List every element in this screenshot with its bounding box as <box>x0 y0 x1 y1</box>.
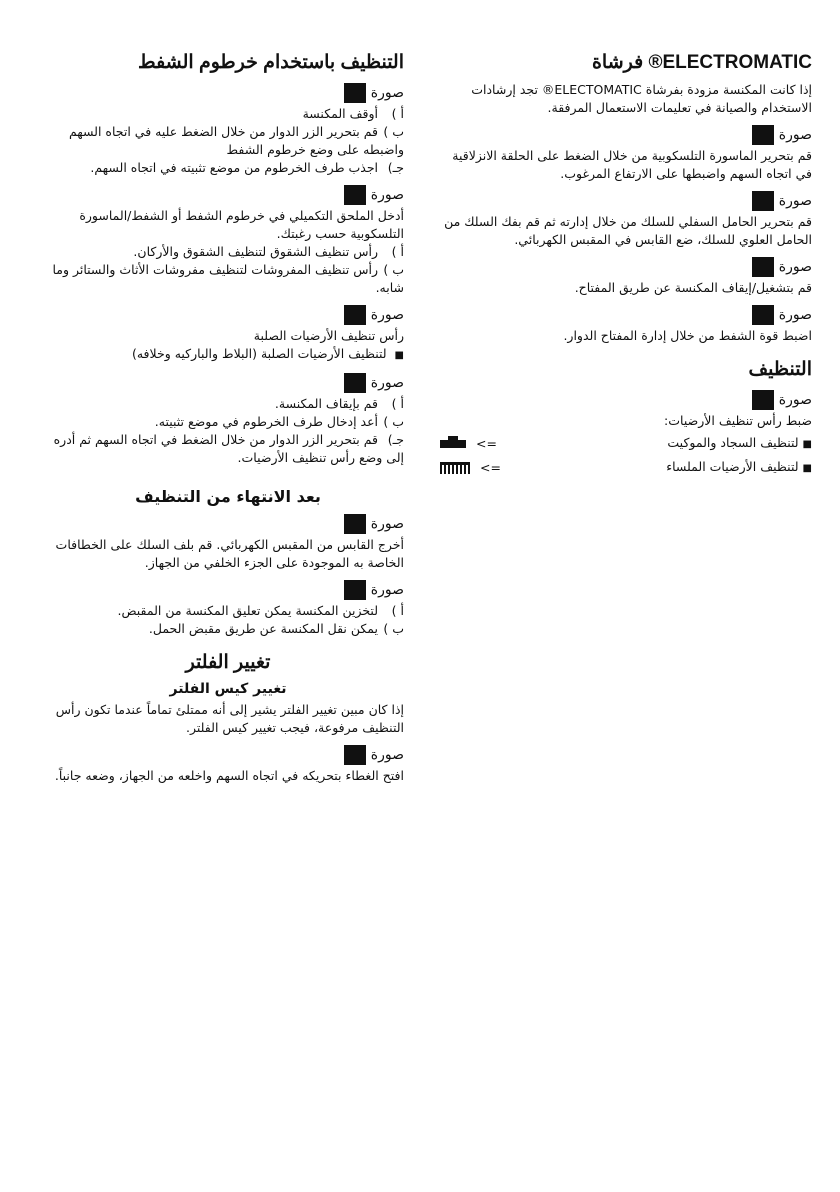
list-item: أ ) قم بإيقاف المكنسة. <box>274 395 404 411</box>
figure-number-box <box>752 191 774 211</box>
paragraph: افتح الغطاء بتحريكه في اتجاه السهم واخلعه من الجهاز، وضعه جانباً. <box>54 767 404 783</box>
list-item: جـ) اجذب طرف الخرطوم من موضع تثبيته في اتجاه السهم. <box>90 159 404 175</box>
carpet-mode-icon <box>440 440 466 448</box>
section-title-after-cleaning: بعد الانتهاء من التنظيف <box>135 486 321 506</box>
figure-number-box <box>752 125 774 145</box>
paragraph: إذا كان مبين تغيير الفلتر يشير إلى أنه ممتلئ تماماً عندما تكون رأس التنظيف مرفوعة، فيجب تغيير كيس الفلتر. <box>55 701 404 735</box>
section-title-cleaning: التنظيف <box>748 358 812 380</box>
list-item: أ ) أوقف المكنسة <box>302 105 404 121</box>
paragraph: قم بتشغيل/إيقاف المكنسة عن طريق المفتاح. <box>574 279 812 295</box>
figure-label: صورة <box>52 373 404 393</box>
figure-label: صورة <box>440 257 812 277</box>
legend-row-carpet <box>440 434 812 454</box>
paragraph: إذا كانت المكنسة مزودة بفرشاة ELECTOMATIC® تجد إرشادات الاستخدام والصيانة في تعليمات الاستعمال المرفقة. <box>471 81 812 115</box>
figure-number-box <box>344 185 366 205</box>
paragraph: أدخل الملحق التكميلي في خرطوم الشفط أو الشفط/الماسورة التلسكوبية حسب رغبتك. <box>79 207 404 241</box>
figure-number-box <box>344 514 366 534</box>
figure-label: صورة <box>440 390 812 410</box>
section-title-hose: التنظيف باستخدام خرطوم الشفط <box>138 52 404 73</box>
list-item: أ ) رأس تنظيف الشقوق لتنظيف الشقوق والأركان. <box>133 243 404 259</box>
list-item: ب ) رأس تنظيف المفروشات لتنظيف مفروشات الأثاث والستائر وما شابه. <box>52 261 404 295</box>
figure-number-box <box>344 373 366 393</box>
arrow-text: <= <box>480 459 501 475</box>
subsection-title-bag: تغيير كيس الفلتر <box>169 680 287 697</box>
section-title-filter: تغيير الفلتر <box>185 651 271 673</box>
section-title-electromatic: ELECTROMATIC® فرشاة <box>591 52 812 73</box>
figure-number-box <box>344 83 366 103</box>
arrow-text: <= <box>476 435 497 451</box>
brush-mode-icon <box>440 462 470 474</box>
figure-label: صورة <box>52 305 404 325</box>
paragraph: اضبط قوة الشفط من خلال إدارة المفتاح الدوار. <box>563 327 812 343</box>
figure-label: صورة <box>440 191 812 211</box>
list-item: ■ لتنظيف الأرضيات الصلبة (البلاط والباركيه وخلافه) <box>131 345 404 361</box>
figure-label: صورة <box>440 125 812 145</box>
legend-label: لتنظيف السجاد والموكيت <box>667 434 799 450</box>
figure-label: صورة <box>440 305 812 325</box>
legend-row-hardfloor <box>440 458 812 478</box>
figure-number-box <box>752 390 774 410</box>
figure-label: صورة <box>52 514 404 534</box>
figure-label: صورة <box>52 580 404 600</box>
figure-label: صورة <box>52 185 404 205</box>
figure-number-box <box>344 745 366 765</box>
bullet-icon: ■ <box>394 349 404 361</box>
list-item: أ ) لتخزين المكنسة يمكن تعليق المكنسة من المقبض. <box>117 602 404 618</box>
paragraph: قم بتحرير الحامل السفلي للسلك من خلال إدارته ثم قم بفك السلك من الحامل العلوي للسلك، ضع القابس في المقبس الكهربائي. <box>444 213 812 247</box>
bullet-icon: ■ <box>802 462 812 474</box>
paragraph: ضبط رأس تنظيف الأرضيات: <box>664 412 812 428</box>
paragraph: رأس تنظيف الأرضيات الصلبة <box>253 327 404 343</box>
list-item: ب ) أعد إدخال طرف الخرطوم في موضع تثبيته. <box>154 413 404 429</box>
figure-number-box <box>344 580 366 600</box>
figure-number-box <box>752 257 774 277</box>
paragraph: أخرج القابس من المقبس الكهربائي. قم بلف السلك على الخطافات الخاصة به الموجودة على الجزء الخلفي من الجهاز. <box>55 536 404 570</box>
list-item: ب ) يمكن نقل المكنسة عن طريق مقبض الحمل. <box>148 620 404 636</box>
paragraph: قم بتحرير الماسورة التلسكوبية من خلال الضغط على الحلقة الانزلاقية في اتجاه السهم واضبطها على الارتفاع المرغوب. <box>452 147 812 181</box>
figure-label: صورة <box>52 83 404 103</box>
right-column <box>440 52 812 482</box>
list-item: ب ) قم بتحرير الزر الدوار من خلال الضغط عليه في اتجاه السهم واضبطه على وضع خرطوم الشفط <box>68 123 404 157</box>
figure-number-box <box>344 305 366 325</box>
bullet-icon: ■ <box>802 438 812 450</box>
left-column <box>52 52 404 785</box>
legend-label: لتنظيف الأرضيات الملساء <box>666 458 799 474</box>
list-item: جـ) قم بتحرير الزر الدوار من خلال الضغط في اتجاه السهم ثم أدره إلى وضع رأس تنظيف الأرضيات. <box>53 431 404 465</box>
figure-label: صورة <box>52 745 404 765</box>
figure-number-box <box>752 305 774 325</box>
